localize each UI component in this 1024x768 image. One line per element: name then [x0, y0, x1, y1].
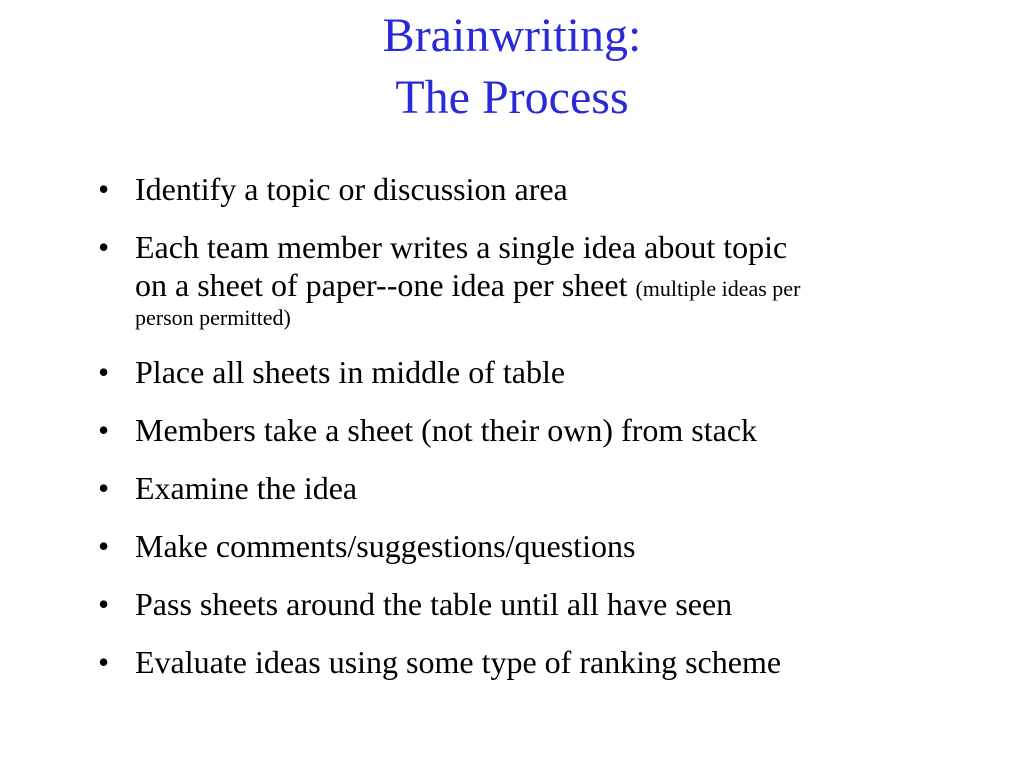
bullet-icon: • [98, 412, 110, 448]
bullet-icon: • [98, 470, 110, 506]
bullet-text-line-1: Each team member writes a single idea about topic [135, 229, 788, 265]
slide-title [0, 5, 1024, 129]
bullet-text: Pass sheets around the table until all have seen [135, 586, 733, 622]
bullet-text: Identify a topic or discussion area [135, 171, 568, 207]
bullet-icon: • [98, 171, 110, 207]
bullet-text-line-2: on a sheet of paper--one idea per sheet [135, 267, 628, 303]
bullet-text: Members take a sheet (not their own) from stack [135, 412, 758, 448]
bullet-icon: • [98, 528, 110, 564]
bullet-item [98, 228, 978, 332]
bullet-icon: • [98, 354, 110, 390]
bullet-item [98, 469, 978, 507]
bullet-item [98, 353, 978, 391]
bullet-list [98, 170, 978, 681]
bullet-item [98, 585, 978, 623]
bullet-item [98, 170, 978, 208]
bullet-icon: • [98, 229, 110, 265]
bullet-icon: • [98, 586, 110, 622]
bullet-text: Make comments/suggestions/questions [135, 528, 636, 564]
bullet-item [98, 527, 978, 565]
bullet-item [98, 411, 978, 449]
bullet-icon: • [98, 644, 110, 680]
title-line-2: The Process [395, 71, 629, 124]
bullet-text: Examine the idea [135, 470, 358, 506]
bullet-note-part-2: person permitted) [135, 305, 291, 330]
bullet-text: Evaluate ideas using some type of ranking scheme [135, 644, 782, 680]
bullet-text: Place all sheets in middle of table [135, 354, 566, 390]
bullet-item [98, 643, 978, 681]
bullet-note-part-1: (multiple ideas per [635, 276, 801, 301]
title-line-1: Brainwriting: [382, 9, 642, 62]
